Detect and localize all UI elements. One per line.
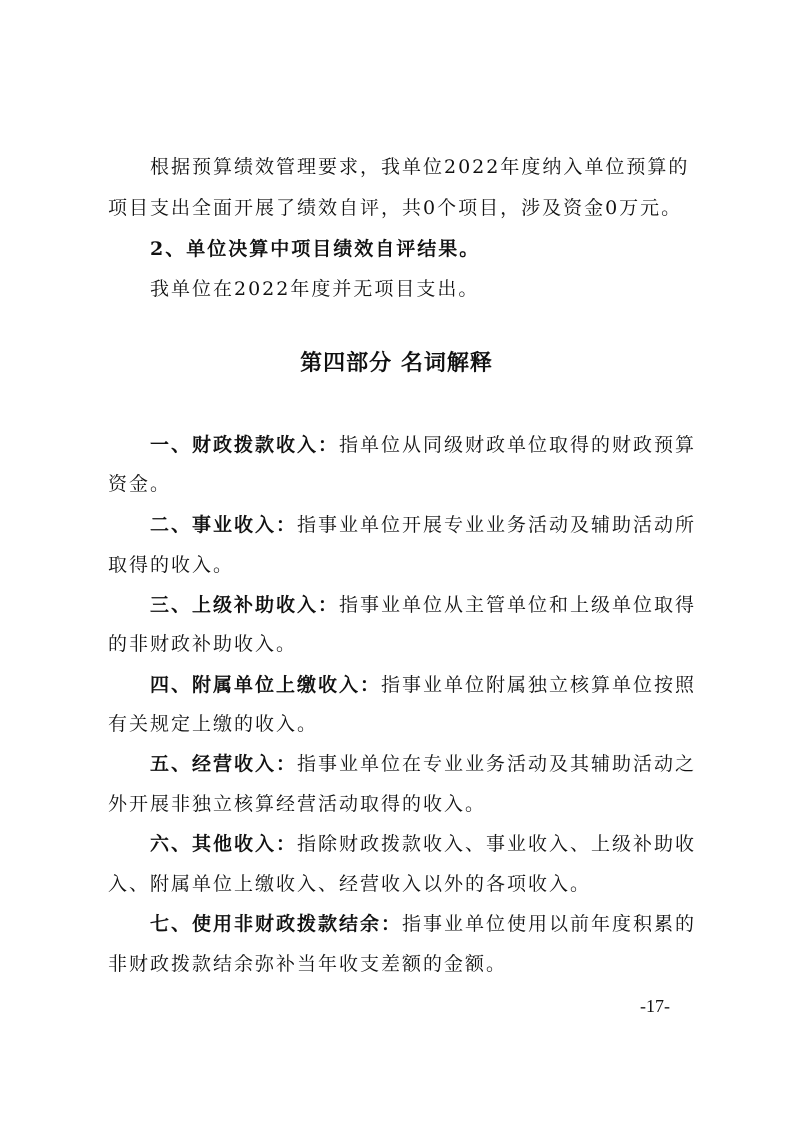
term-definition-line-1 [150,593,696,617]
subheading-evaluation-result: 2、单位决算中项目绩效自评结果。 [150,238,481,260]
term-name: 六、其他收入： [150,833,298,855]
term-text: 指事业单位使用以前年度积累的 [402,913,697,935]
term-definition-line-2: 外开展非独立核算经营活动取得的收入。 [108,793,487,815]
no-project-statement: 我单位在2022年度并无项目支出。 [150,278,480,300]
term-name: 五、经营收入： [150,753,298,775]
section-title: 第四部分 名词解释 [300,351,493,376]
term-definition-line-1 [150,433,696,457]
term-definition-line-2: 资金。 [108,473,172,495]
term-text: 指单位从同级财政单位取得的财政预算 [339,434,697,456]
term-text: 指除财政拨款收入、事业收入、上级补助收 [297,833,697,855]
term-definition-line-2: 有关规定上缴的收入。 [108,713,319,735]
term-name: 三、上级补助收入： [150,594,340,616]
term-definition-line-2: 非财政拨款结余弥补当年收支差额的金额。 [108,953,508,975]
intro-paragraph-line-1: 根据预算绩效管理要求，我单位2022年度纳入单位预算的 [150,156,690,178]
page-number: -17- [640,996,670,1016]
term-definition-line-1 [150,832,696,856]
term-text: 指事业单位在专业业务活动及其辅助活动之 [297,753,697,775]
term-definition-line-1 [150,912,696,936]
term-name: 二、事业收入： [150,514,298,536]
term-text: 指事业单位附属独立核算单位按照 [381,674,697,696]
term-name: 七、使用非财政拨款结余： [150,913,403,935]
term-name: 四、附属单位上缴收入： [150,674,382,696]
term-definition-line-1 [150,752,696,776]
term-definition-line-1 [150,673,696,697]
term-text: 指事业单位开展专业业务活动及辅助活动所 [297,514,697,536]
term-definition-line-2: 的非财政补助收入。 [108,633,298,655]
term-definition-line-2: 入、附属单位上缴收入、经营收入以外的各项收入。 [108,873,592,895]
term-definition-line-1 [150,513,696,537]
intro-paragraph-line-2: 项目支出全面开展了绩效自评，共0个项目，涉及资金0万元。 [108,197,683,219]
term-definition-line-2: 取得的收入。 [108,554,235,576]
term-name: 一、财政拨款收入： [150,434,340,456]
term-text: 指事业单位从主管单位和上级单位取得 [339,594,697,616]
